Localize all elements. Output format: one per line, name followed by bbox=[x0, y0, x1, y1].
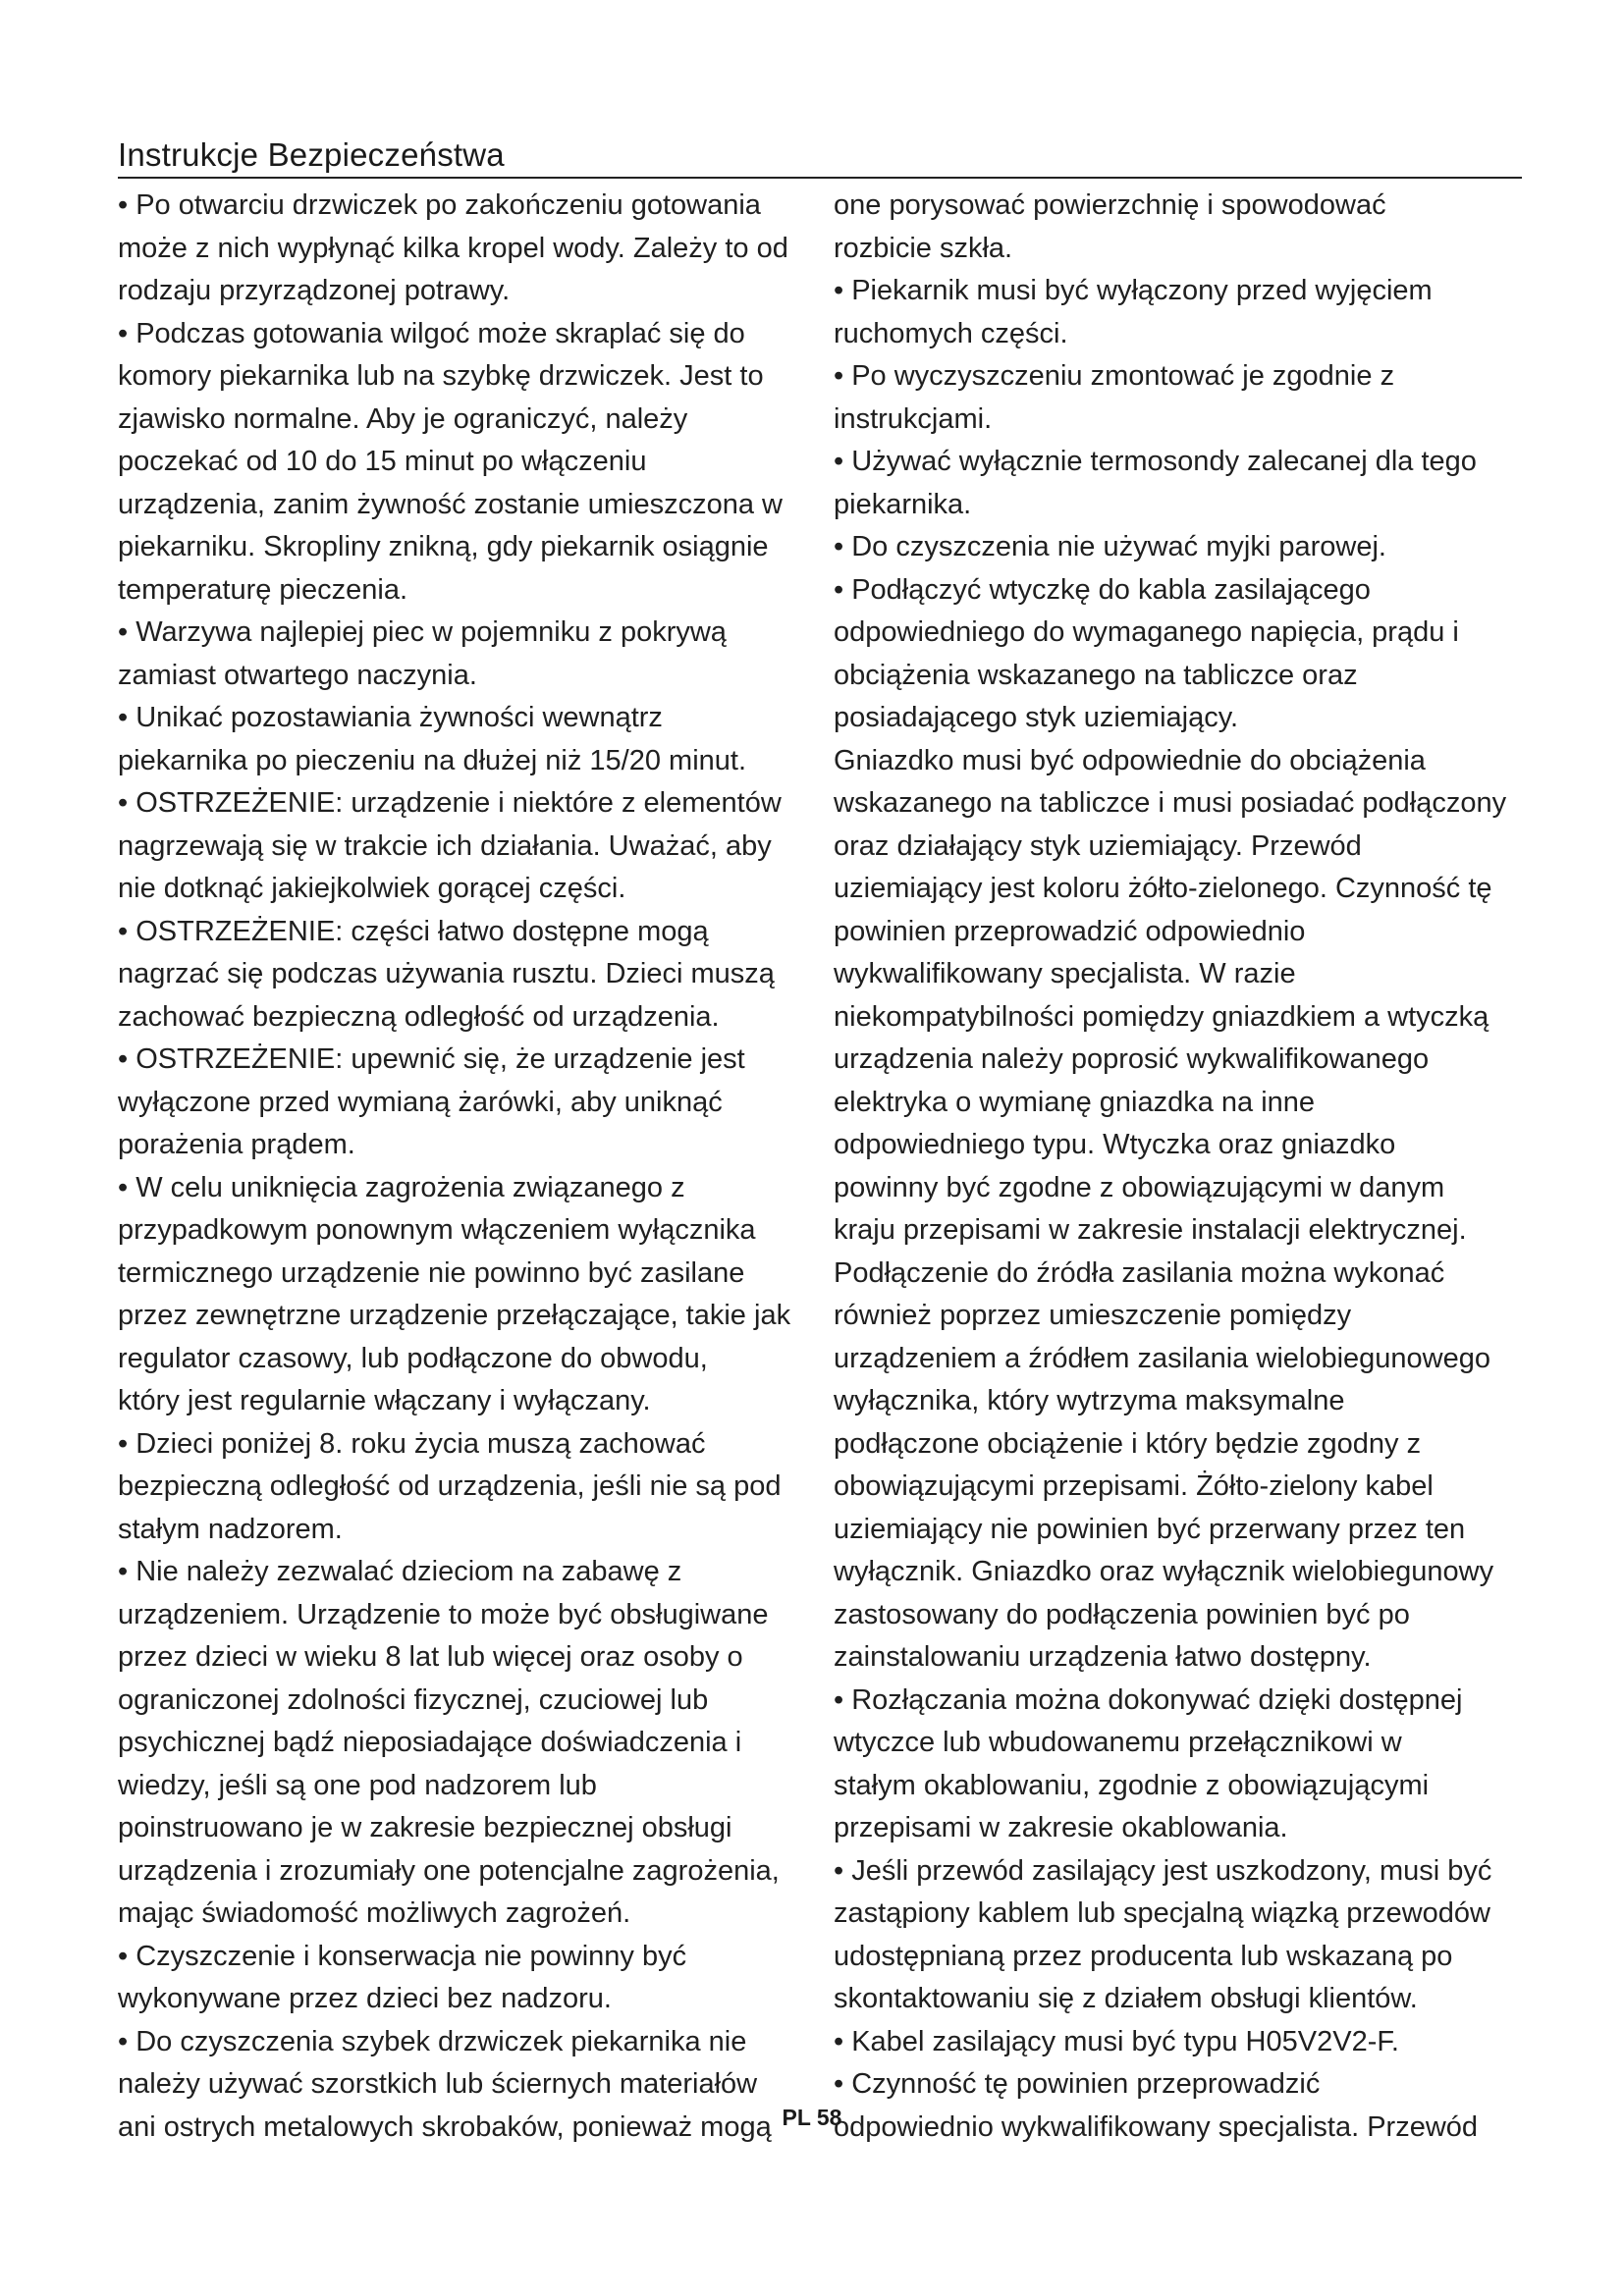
text-line: psychicznej bądź nieposiadające doświadczenia i bbox=[118, 1727, 742, 1758]
text-line: • Piekarnik musi być wyłączony przed wyjęciem bbox=[834, 275, 1433, 306]
text-line: Podłączenie do źródła zasilania można wykonać bbox=[834, 1256, 1445, 1289]
text-line: • Po otwarciu drzwiczek po zakończeniu gotowania bbox=[118, 189, 761, 221]
text-line: poinstruowano je w zakresie bezpiecznej obsługi bbox=[118, 1812, 732, 1843]
text-line: nie dotknąć jakiejkolwiek gorącej części. bbox=[118, 873, 626, 904]
text-line: urządzeniem a źródłem zasilania wielobiegunowego bbox=[834, 1342, 1490, 1374]
text-line: może z nich wypłynąć kilka kropel wody. Zależy to od bbox=[118, 232, 788, 264]
text-line: regulator czasowy, lub podłączone do obwodu, bbox=[118, 1342, 708, 1374]
left-text-column bbox=[118, 185, 833, 2149]
text-line: piekarnika po pieczeniu na dłużej niż 15/20 minut. bbox=[118, 744, 747, 776]
text-line: odpowiednio wykwalifikowany specjalista. Przewód bbox=[834, 2110, 1479, 2143]
text-line: poczekać od 10 do 15 minut po włączeniu bbox=[118, 446, 647, 477]
text-line: piekarnika. bbox=[834, 488, 972, 520]
text-line: • Do czyszczenia szybek drzwiczek piekarnika nie bbox=[118, 2025, 747, 2057]
text-line: powinien przeprowadzić odpowiednio bbox=[834, 915, 1306, 947]
text-line: • Dzieci poniżej 8. roku życia muszą zachować bbox=[118, 1427, 706, 1460]
text-line: skontaktowaniu się z działem obsługi klientów. bbox=[834, 1983, 1418, 2014]
text-line: • Do czyszczenia nie używać myjki parowej. bbox=[834, 531, 1386, 562]
text-line: kraju przepisami w zakresie instalacji elektrycznej. bbox=[834, 1214, 1467, 1246]
text-line: • Czynność tę powinien przeprowadzić bbox=[834, 2068, 1321, 2100]
text-line: komory piekarnika lub na szybkę drzwiczek. Jest to bbox=[118, 360, 764, 392]
text-line: również poprzez umieszczenie pomiędzy bbox=[834, 1300, 1352, 1331]
text-line: wiedzy, jeśli są one pod nadzorem lub bbox=[118, 1769, 597, 1801]
text-line: wykonywane przez dzieci bez nadzoru. bbox=[118, 1983, 612, 2014]
text-line: zjawisko normalne. Aby je ograniczyć, należy bbox=[118, 402, 688, 435]
text-line: nagrzać się podczas używania rusztu. Dzieci muszą bbox=[118, 958, 775, 989]
text-line: urządzenia, zanim żywność zostanie umieszczona w bbox=[118, 488, 783, 520]
text-line: • Unikać pozostawiania żywności wewnątrz bbox=[118, 702, 663, 733]
text-line: ograniczonej zdolności fizycznej, czuciowej lub bbox=[118, 1683, 709, 1716]
text-line: temperaturę pieczenia. bbox=[118, 573, 407, 606]
text-line: powinny być zgodne z obowiązującymi w danym bbox=[834, 1171, 1445, 1203]
text-line: Gniazdko musi być odpowiednie do obciążenia bbox=[834, 744, 1426, 776]
text-line: zamiast otwartego naczynia. bbox=[118, 659, 477, 691]
text-line: elektryka o wymianę gniazdka na inne bbox=[834, 1086, 1316, 1118]
text-line: • Warzywa najlepiej piec w pojemniku z pokrywą bbox=[118, 616, 727, 648]
text-line: • Podłączyć wtyczkę do kabla zasilającego bbox=[834, 573, 1371, 606]
text-line: zastosowany do podłączenia powinien być po bbox=[834, 1598, 1410, 1630]
text-line: przypadkowym ponownym włączeniem wyłącznika bbox=[118, 1214, 756, 1246]
text-line: zachować bezpieczną odległość od urządzenia. bbox=[118, 1000, 720, 1033]
text-line: ruchomych części. bbox=[834, 317, 1068, 349]
text-line: • Rozłączania można dokonywać dzięki dostępnej bbox=[834, 1683, 1463, 1716]
text-line: porażenia prądem. bbox=[118, 1129, 355, 1160]
text-line: • Czyszczenie i konserwacja nie powinny być bbox=[118, 1940, 687, 1972]
text-line: • W celu uniknięcia zagrożenia związanego z bbox=[118, 1171, 685, 1203]
text-line: uziemiający jest koloru żółto-zielonego. Czynność tę bbox=[834, 873, 1492, 904]
text-line: urządzenia należy poprosić wykwalifikowanego bbox=[834, 1043, 1430, 1075]
right-text-column bbox=[834, 185, 1533, 2149]
text-line: wyłącznika, który wytrzyma maksymalne bbox=[834, 1385, 1345, 1416]
text-line: wykwalifikowany specjalista. W razie bbox=[834, 958, 1296, 989]
text-line: • Po wyczyszczeniu zmontować je zgodnie z bbox=[834, 360, 1395, 392]
text-line: obciążenia wskazanego na tabliczce oraz bbox=[834, 659, 1358, 691]
text-line: wtyczce lub wbudowanemu przełącznikowi w bbox=[834, 1727, 1402, 1758]
section-header bbox=[118, 132, 1522, 179]
text-line: stałym nadzorem. bbox=[118, 1513, 343, 1545]
text-line: rozbicie szkła. bbox=[834, 232, 1013, 264]
text-line: • OSTRZEŻENIE: upewnić się, że urządzenie jest bbox=[118, 1043, 745, 1075]
text-line: nagrzewają się w trakcie ich działania. Uważać, aby bbox=[118, 829, 772, 862]
text-line: urządzeniem. Urządzenie to może być obsługiwane bbox=[118, 1598, 769, 1630]
text-line: • Nie należy zezwalać dzieciom na zabawę z bbox=[118, 1556, 682, 1587]
text-line: przepisami w zakresie okablowania. bbox=[834, 1812, 1288, 1843]
text-line: udostępnianą przez producenta lub wskazaną po bbox=[834, 1940, 1453, 1972]
text-line: zainstalowaniu urządzenia łatwo dostępny. bbox=[834, 1641, 1372, 1673]
text-line: • Jeśli przewód zasilający jest uszkodzony, musi być bbox=[834, 1854, 1492, 1887]
text-line: obowiązującymi przepisami. Żółto-zielony kabel bbox=[834, 1470, 1434, 1502]
text-line: rodzaju przyrządzonej potrawy. bbox=[118, 275, 511, 306]
text-line: który jest regularnie włączany i wyłączany. bbox=[118, 1385, 651, 1416]
text-line: mając świadomość możliwych zagrożeń. bbox=[118, 1897, 631, 1929]
text-line: ani ostrych metalowych skrobaków, ponieważ mogą bbox=[118, 2110, 772, 2143]
text-line: urządzenia i zrozumiały one potencjalne zagrożenia, bbox=[118, 1854, 780, 1887]
text-line: wskazanego na tabliczce i musi posiadać podłączony bbox=[834, 787, 1507, 819]
text-line: oraz działający styk uziemiający. Przewód bbox=[834, 829, 1362, 862]
text-line: • OSTRZEŻENIE: części łatwo dostępne mogą bbox=[118, 915, 709, 947]
text-line: stałym okablowaniu, zgodnie z obowiązującymi bbox=[834, 1769, 1430, 1801]
text-line: podłączone obciążenie i który będzie zgodny z bbox=[834, 1427, 1422, 1460]
text-line: • Kabel zasilający musi być typu H05V2V2-F. bbox=[834, 2025, 1399, 2057]
text-line: zastąpiony kablem lub specjalną wiązką przewodów bbox=[834, 1897, 1490, 1929]
text-line: instrukcjami. bbox=[834, 402, 993, 435]
text-line: odpowiedniego typu. Wtyczka oraz gniazdko bbox=[834, 1129, 1396, 1160]
text-line: przez dzieci w wieku 8 lat lub więcej oraz osoby o bbox=[118, 1641, 743, 1673]
text-line: bezpieczną odległość od urządzenia, jeśli nie są pod bbox=[118, 1470, 782, 1502]
text-line: one porysować powierzchnię i spowodować bbox=[834, 189, 1386, 221]
text-line: piekarniku. Skropliny znikną, gdy piekarnik osiągnie bbox=[118, 531, 769, 562]
page-number: PL 58 bbox=[782, 2105, 842, 2130]
text-line: posiadającego styk uziemiający. bbox=[834, 702, 1239, 733]
section-title: Instrukcje Bezpieczeństwa bbox=[118, 136, 505, 173]
text-line: wyłącznik. Gniazdko oraz wyłącznik wielobiegunowy bbox=[834, 1556, 1494, 1587]
text-line: uziemiający nie powinien być przerwany przez ten bbox=[834, 1513, 1466, 1545]
text-line: odpowiedniego do wymaganego napięcia, prądu i bbox=[834, 616, 1459, 648]
text-line: niekompatybilności pomiędzy gniazdkiem a wtyczką bbox=[834, 1000, 1489, 1033]
text-line: • OSTRZEŻENIE: urządzenie i niektóre z elementów bbox=[118, 787, 782, 819]
text-line: przez zewnętrzne urządzenie przełączające, takie jak bbox=[118, 1300, 791, 1331]
text-line: termicznego urządzenie nie powinno być zasilane bbox=[118, 1256, 745, 1289]
text-line: • Używać wyłącznie termosondy zalecanej dla tego bbox=[834, 446, 1477, 477]
text-line: wyłączone przed wymianą żarówki, aby uniknąć bbox=[118, 1086, 723, 1118]
text-line: • Podczas gotowania wilgoć może skraplać się do bbox=[118, 317, 745, 349]
text-line: należy używać szorstkich lub ściernych materiałów bbox=[118, 2068, 758, 2100]
